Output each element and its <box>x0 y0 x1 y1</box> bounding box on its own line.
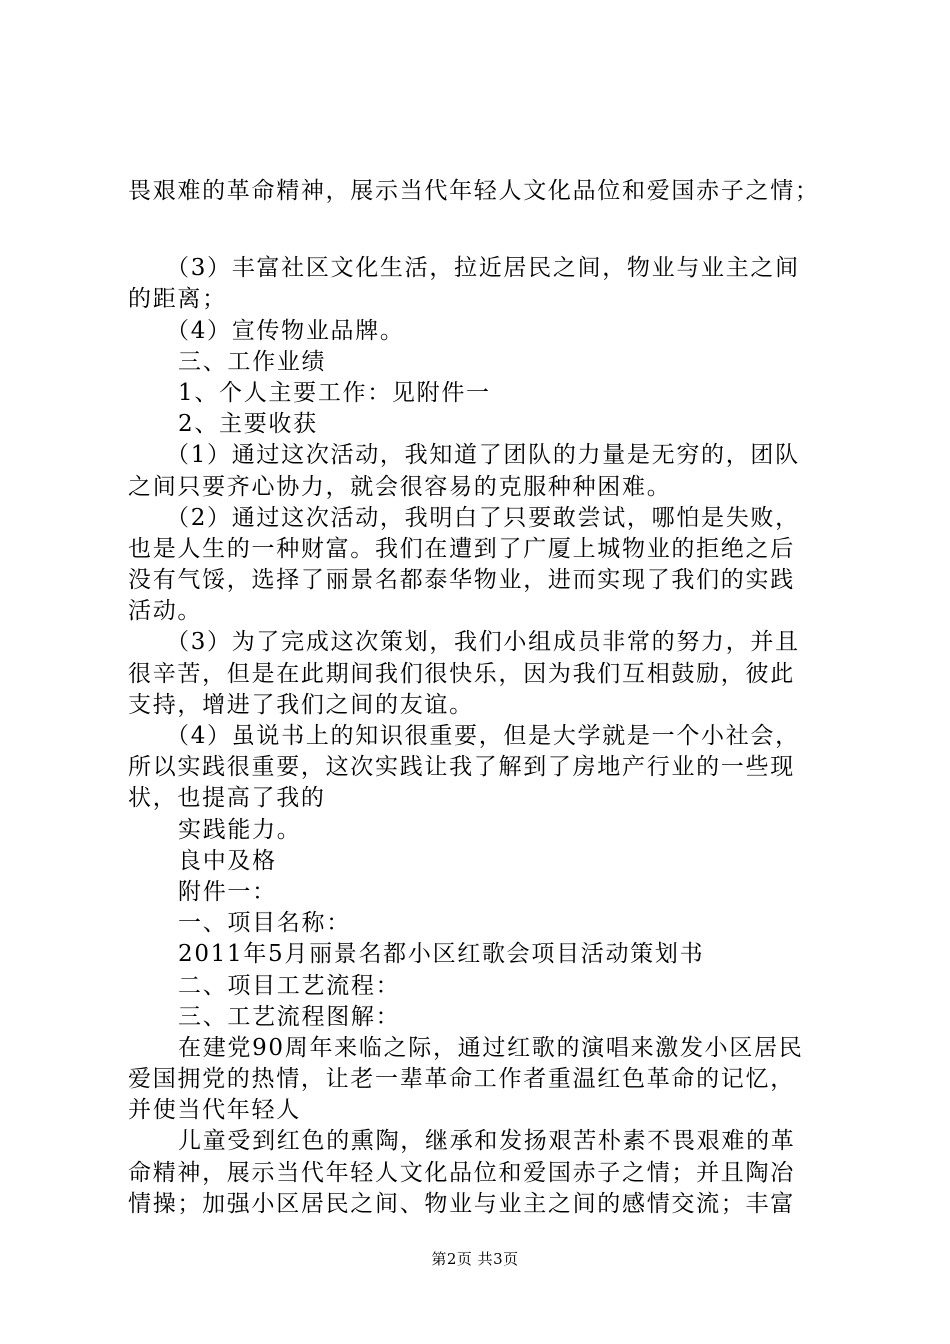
section-heading: 一、项目名称： <box>178 910 351 937</box>
text-line: （1）通过这次活动，我知道了团队的力量是无穷的，团队 <box>166 442 800 469</box>
text-line: 状，也提高了我的 <box>128 785 326 812</box>
text-line: （2）通过这次活动，我明白了只要敢尝试，哪怕是失败， <box>166 504 800 531</box>
text-line: 活动。 <box>128 598 203 625</box>
section-heading: 三、工作业绩 <box>178 348 327 375</box>
text-line: （3）为了完成这次策划，我们小组成员非常的努力，并且 <box>166 629 800 656</box>
paragraph-gap <box>128 207 833 253</box>
text-line: （4）宣传物业品牌。 <box>166 317 405 344</box>
text-line: 2、主要收获 <box>178 411 318 438</box>
text-line: 在建党90周年来临之际，通过红歌的演唱来激发小区居民 <box>178 1034 804 1061</box>
text-line: 畏艰难的革命精神，展示当代年轻人文化品位和爱国赤子之情； <box>128 178 820 204</box>
text-line: 附件一： <box>178 878 277 905</box>
text-line: 很辛苦，但是在此期间我们很快乐，因为我们互相鼓励，彼此 <box>128 660 795 687</box>
text-line: 所以实践很重要，这次实践让我了解到了房地产行业的一些现 <box>128 754 795 781</box>
text-line: 儿童受到红色的熏陶，继承和发扬艰苦朴素不畏艰难的革 <box>178 1128 796 1155</box>
text-line: 并使当代年轻人 <box>128 1097 301 1124</box>
text-line: 之间只要齐心协力，就会很容易的克服种种困难。 <box>128 473 672 500</box>
text-line: 良中及格 <box>178 847 277 874</box>
text-line: 情操；加强小区居民之间、物业与业主之间的感情交流；丰富 <box>128 1190 795 1217</box>
text-line: 没有气馁，选择了丽景名都泰华物业，进而实现了我们的实践 <box>128 567 795 594</box>
text-line: 支持，增进了我们之间的友谊。 <box>128 691 474 718</box>
text-line: 1、个人主要工作：见附件一 <box>178 379 491 406</box>
document-body <box>128 176 833 1220</box>
text-line: （3）丰富社区文化生活，拉近居民之间，物业与业主之间 <box>166 255 800 282</box>
text-line: 实践能力。 <box>178 816 302 843</box>
text-line: （4）虽说书上的知识很重要，但是大学就是一个小社会， <box>166 723 800 749</box>
project-title: 2011年5月丽景名都小区红歌会项目活动策划书 <box>178 941 705 968</box>
text-line: 爱国拥党的热情，让老一辈革命工作者重温红色革命的记忆， <box>128 1066 795 1093</box>
section-heading: 二、项目工艺流程： <box>178 972 401 999</box>
page-footer <box>0 1248 950 1269</box>
text-line: 的距离； <box>128 286 227 313</box>
page-number-label: 第2页 共3页 <box>431 1250 519 1268</box>
text-line: 命精神，展示当代年轻人文化品位和爱国赤子之情；并且陶冶 <box>128 1159 795 1186</box>
section-heading: 三、工艺流程图解： <box>178 1003 401 1030</box>
text-line: 也是人生的一种财富。我们在遭到了广厦上城物业的拒绝之后 <box>128 535 795 562</box>
